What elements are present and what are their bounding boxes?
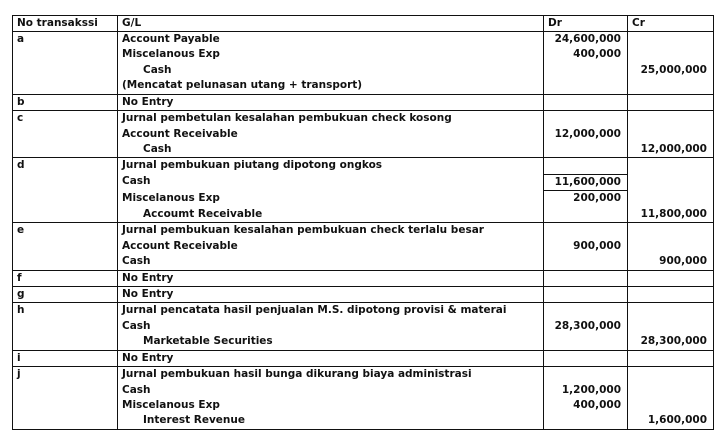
gl-account: Account Receivable [118,127,544,142]
transaction-id [13,78,118,94]
debit-amount [544,287,628,303]
credit-amount [628,319,714,334]
transaction-id [13,398,118,413]
table-row [13,78,714,94]
table-row [13,127,714,142]
table-row [13,47,714,62]
header-no: No transakssi [13,16,118,32]
transaction-id [13,413,118,429]
gl-account: No Entry [118,270,544,286]
table-row [13,111,714,127]
credit-amount [628,94,714,110]
credit-amount [628,32,714,48]
gl-account: No Entry [118,94,544,110]
table-row [13,303,714,319]
credit-amount [628,127,714,142]
transaction-id: e [13,223,118,239]
table-row [13,413,714,429]
gl-account: Cash [118,174,544,190]
gl-account: Jurnal pembukuan piutang dipotong ongkos [118,158,544,174]
debit-amount: 400,000 [544,47,628,62]
debit-amount [544,142,628,158]
header-row [13,16,714,32]
header-cr: Cr [628,16,714,32]
credit-amount [628,191,714,207]
debit-amount [544,223,628,239]
table-row [13,174,714,190]
transaction-id [13,47,118,62]
credit-amount: 28,300,000 [628,334,714,350]
header-dr: Dr [544,16,628,32]
transaction-id: b [13,94,118,110]
gl-account: Cash [118,63,544,78]
credit-amount [628,350,714,366]
debit-amount: 1,200,000 [544,383,628,398]
transaction-id: h [13,303,118,319]
gl-account: Cash [118,254,544,270]
credit-amount [628,303,714,319]
table-row [13,270,714,286]
transaction-id [13,63,118,78]
gl-account: Account Receivable [118,239,544,254]
table-row [13,239,714,254]
table-row [13,158,714,174]
credit-amount [628,223,714,239]
credit-amount [628,158,714,174]
transaction-id [13,174,118,190]
transaction-id: f [13,270,118,286]
transaction-id [13,207,118,223]
gl-account: Miscelanous Exp [118,191,544,207]
transaction-id [13,254,118,270]
credit-amount [628,383,714,398]
transaction-id [13,127,118,142]
debit-amount: 200,000 [544,191,628,207]
debit-amount: 11,600,000 [544,174,628,190]
transaction-id [13,142,118,158]
table-row [13,350,714,366]
credit-amount [628,78,714,94]
transaction-id: a [13,32,118,48]
debit-amount [544,334,628,350]
transaction-id [13,319,118,334]
debit-amount [544,78,628,94]
debit-amount [544,111,628,127]
table-row [13,319,714,334]
gl-account: No Entry [118,287,544,303]
debit-amount [544,350,628,366]
credit-amount [628,239,714,254]
table-row [13,142,714,158]
table-row [13,207,714,223]
journal-table [12,15,714,430]
credit-amount [628,47,714,62]
transaction-id: c [13,111,118,127]
credit-amount: 1,600,000 [628,413,714,429]
table-row [13,223,714,239]
debit-amount: 24,600,000 [544,32,628,48]
transaction-id [13,191,118,207]
gl-account: Jurnal pembukuan hasil bunga dikurang biaya administrasi [118,367,544,383]
debit-amount [544,413,628,429]
table-row [13,191,714,207]
table-row [13,287,714,303]
transaction-id: g [13,287,118,303]
gl-account: (Mencatat pelunasan utang + transport) [118,78,544,94]
journal-body [13,32,714,430]
gl-account: Accoumt Receivable [118,207,544,223]
table-row [13,334,714,350]
table-row [13,63,714,78]
debit-amount [544,270,628,286]
transaction-id: j [13,367,118,383]
transaction-id: i [13,350,118,366]
credit-amount: 11,800,000 [628,207,714,223]
table-row [13,32,714,48]
transaction-id [13,383,118,398]
gl-account: Miscelanous Exp [118,398,544,413]
gl-account: Cash [118,383,544,398]
table-row [13,94,714,110]
gl-account: Cash [118,319,544,334]
credit-amount: 900,000 [628,254,714,270]
credit-amount [628,174,714,190]
debit-amount [544,207,628,223]
table-row [13,367,714,383]
gl-account: Miscelanous Exp [118,47,544,62]
debit-amount [544,254,628,270]
gl-account: Jurnal pencatata hasil penjualan M.S. dipotong provisi & materai [118,303,544,319]
debit-amount: 400,000 [544,398,628,413]
credit-amount: 25,000,000 [628,63,714,78]
gl-account: Marketable Securities [118,334,544,350]
debit-amount [544,94,628,110]
gl-account: Account Payable [118,32,544,48]
debit-amount [544,303,628,319]
debit-amount [544,367,628,383]
gl-account: Interest Revenue [118,413,544,429]
gl-account: Cash [118,142,544,158]
debit-amount [544,158,628,174]
credit-amount [628,367,714,383]
debit-amount: 900,000 [544,239,628,254]
header-gl: G/L [118,16,544,32]
debit-amount: 12,000,000 [544,127,628,142]
credit-amount [628,111,714,127]
debit-amount: 28,300,000 [544,319,628,334]
table-row [13,254,714,270]
credit-amount: 12,000,000 [628,142,714,158]
transaction-id [13,239,118,254]
table-row [13,398,714,413]
transaction-id [13,334,118,350]
gl-account: No Entry [118,350,544,366]
credit-amount [628,270,714,286]
credit-amount [628,398,714,413]
debit-amount [544,63,628,78]
transaction-id: d [13,158,118,174]
gl-account: Jurnal pembukuan kesalahan pembukuan check terlalu besar [118,223,544,239]
credit-amount [628,287,714,303]
table-row [13,383,714,398]
gl-account: Jurnal pembetulan kesalahan pembukuan check kosong [118,111,544,127]
